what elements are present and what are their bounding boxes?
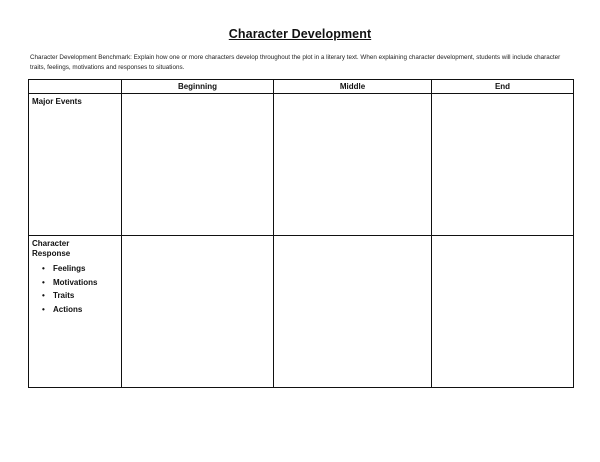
column-header-empty (29, 80, 122, 94)
list-item (42, 262, 118, 276)
list-item (42, 276, 118, 290)
column-header-middle: Middle (274, 80, 432, 94)
bullet-text: Traits (53, 291, 75, 300)
benchmark-instructions: Character Development Benchmark: Explain how one or more characters develop throughout the plot in a literary text. When explaining character development, students will include character traits, feelings, motivations and responses to situations. (30, 54, 561, 71)
cell-response-middle[interactable] (274, 236, 432, 388)
list-item (42, 289, 118, 303)
bullet-text: Feelings (53, 264, 86, 273)
bullet-icon: • (42, 277, 45, 287)
row-label-cell (29, 236, 122, 388)
table-row-character-response (29, 236, 574, 388)
cell-response-end[interactable] (432, 236, 574, 388)
cell-events-end[interactable] (432, 94, 574, 236)
column-header-beginning: Beginning (122, 80, 274, 94)
table-header-row (29, 80, 574, 94)
bullet-icon: • (42, 291, 45, 300)
graphic-organizer-table (28, 79, 574, 388)
cell-events-beginning[interactable] (122, 94, 274, 236)
bullet-text: Actions (53, 304, 83, 314)
response-bullet-list (32, 262, 118, 316)
row-label-major-events: Major Events (32, 97, 82, 106)
cell-events-middle[interactable] (274, 94, 432, 236)
row-label-text: Character Response (32, 239, 71, 258)
cell-response-beginning[interactable] (122, 236, 274, 388)
table-row-major-events (29, 94, 574, 236)
bullet-icon: • (42, 304, 45, 314)
row-label-cell (29, 94, 122, 236)
bullet-icon: • (42, 264, 45, 273)
list-item (42, 303, 118, 317)
bullet-text: Motivations (53, 277, 98, 287)
page-title: Character Development (228, 27, 372, 41)
column-header-end: End (432, 80, 574, 94)
row-label-character-response (29, 236, 121, 316)
